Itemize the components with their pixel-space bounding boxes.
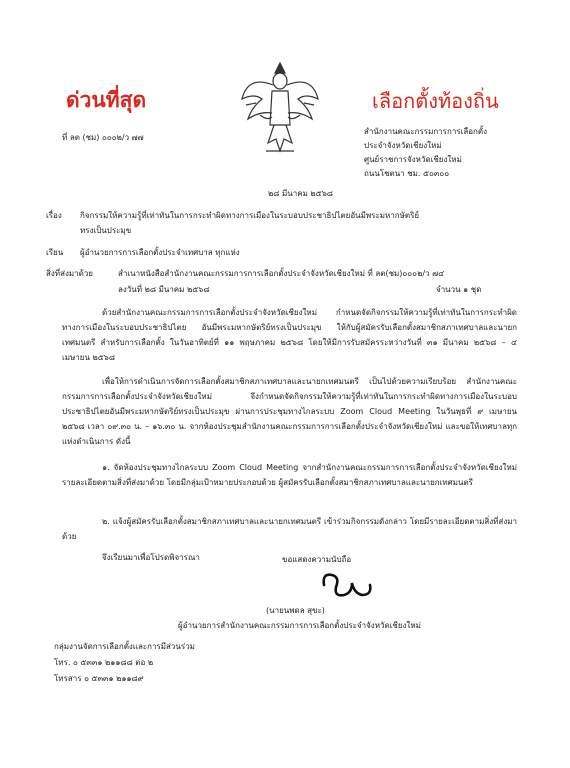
closing-request: จึงเรียนมาเพื่อโปรดพิจารณา <box>102 553 200 562</box>
recipient-label: เรียน <box>46 248 64 257</box>
handwritten-signature <box>318 567 378 601</box>
body-paragraph: ๑. จัดห้องประชุมทางไกลระบบ Zoom Cloud Meeting จากสำนักงานคณะกรรมการการเลือกตั้งประจำจังหวัดเชียงใหม่ รายละเอียดตามสิ่งที่ส่งมาด้วย โดยมีกลุ่มเป้าหมายประกอบด้วย ผู้สมัครรับเลือกตั้งสมาชิกสภาเทศบาลและนายกเทศมนตรี <box>62 463 517 487</box>
campaign-label: เลือกตั้งท้องถิ่น <box>372 89 499 113</box>
department-name: กลุ่มงานจัดการเลือกตั้งและการมีส่วนร่วม <box>54 642 195 651</box>
subject-label: เรื่อง <box>46 211 62 220</box>
sender-address-line: สำนักงานคณะกรรมการการเลือกตั้ง <box>364 127 487 136</box>
garuda-emblem-icon <box>238 55 322 165</box>
enclosure-count: จำนวน ๑ ชุด <box>436 285 482 294</box>
phone-number: โทร. ๐ ๕๓๓๑ ๒๑๑๘๘ ต่อ ๒ <box>54 658 154 667</box>
enclosure-line: ลงวันที่ ๒๘ มีนาคม ๒๕๖๘ <box>118 285 210 294</box>
signatory-position: ผู้อำนวยการสำนักงานคณะกรรมการการเลือกตั้งประจำจังหวัดเชียงใหม่ <box>178 621 421 630</box>
signatory-name: (นายนพดล สุขะ) <box>266 606 325 615</box>
subject-line: ทรงเป็นประมุข <box>80 226 132 235</box>
subject-line: กิจกรรมให้ความรู้ที่เท่าทันในการกระทำผิดทางการเมืองในระบอบประชาธิปไตยอันมีพระมหากษัตริย์ <box>80 211 420 220</box>
sender-address-line: ประจำจังหวัดเชียงใหม่ <box>364 141 442 150</box>
body-paragraph: เพื่อให้การดำเนินการจัดการเลือกตั้งสมาชิกสภาเทศบาลและนายกเทศมนตรี เป็นไปด้วยความเรียบร้อย สำนักงานคณะกรรมการการเลือกตั้งประจำจังหวัดเชียงใหม่ จึงกำหนดจัดกิจกรรมให้ความรู้ที่เท่าทันในการกระทำผิดทางการเมืองในระบอบประชาธิปไตยอันมีพระมหากษัตริย์ทรงเป็นประมุข ผ่านการประชุมทางไกลระบบ Zoom Cloud Meeting ในวันพุธที่ ๙ เมษายน ๒๕๖๘ เวลา ๐๙.๓๐ น. – ๑๖.๓๐ น. จากห้องประชุมสำนักงานคณะกรรมการการเลือกตั้งประจำจังหวัดเชียงใหม่ และขอให้เทศบาลทุกแห่งดำเนินการ ดังนี้ <box>62 377 517 446</box>
signature-closing: ขอแสดงความนับถือ <box>282 555 352 564</box>
document-number: ที่ ลต (ชม) ๐๐๐๒/ว ๗๗ <box>62 133 144 142</box>
enclosure-label: สิ่งที่ส่งมาด้วย <box>46 269 93 278</box>
fax-number: โทรสาร ๐ ๕๓๓๑ ๒๑๑๘๙ <box>54 674 144 683</box>
sender-address-line: ศูนย์ราชการจังหวัดเชียงใหม่ <box>364 155 462 164</box>
body-paragraph: ๒. แจ้งผู้สมัครรับเลือกตั้งสมาชิกสภาเทศบาลและนายกเทศมนตรี เข้าร่วมกิจกรรมดังกล่าว โดยมีรายละเอียดตามสิ่งที่ส่งมาด้วย <box>62 517 517 541</box>
enclosure-line: สำเนาหนังสือสำนักงานคณะกรรมการการเลือกตั้งประจำจังหวัดเชียงใหม่ ที่ ลต(ชม)๐๐๐๒/ว ๗๔ <box>118 269 445 278</box>
sender-address-line: ถนนโชตนา ชม. ๕๐๓๐๐ <box>364 169 450 178</box>
body-paragraph: ด้วยสำนักงานคณะกรรมการการเลือกตั้งประจำจังหวัดเชียงใหม่ กำหนดจัดกิจกรรมให้ความรู้ที่เท่าทันในการกระทำผิดทางการเมืองในระบอบประชาธิปไตย อันมีพระมหากษัตริย์ทรงเป็นประมุข ให้กับผู้สมัครรับเลือกตั้งสมาชิกสภาเทศบาลและนายกเทศมนตรี สำหรับการเลือกตั้ง ในวันอาทิตย์ที่ ๑๑ พฤษภาคม ๒๕๖๘ โดยให้มีการรับสมัครระหว่างวันที่ ๓๑ มีนาคม ๒๕๖๘ – ๔ เมษายน ๒๕๖๘ <box>62 308 517 362</box>
document-date: ๒๘ มีนาคม ๒๕๖๘ <box>268 189 333 198</box>
recipient-text: ผู้อำนวยการการเลือกตั้งประจำเทศบาล ทุกแห่ง <box>80 248 240 257</box>
urgency-label: ด่วนที่สุด <box>66 88 147 112</box>
